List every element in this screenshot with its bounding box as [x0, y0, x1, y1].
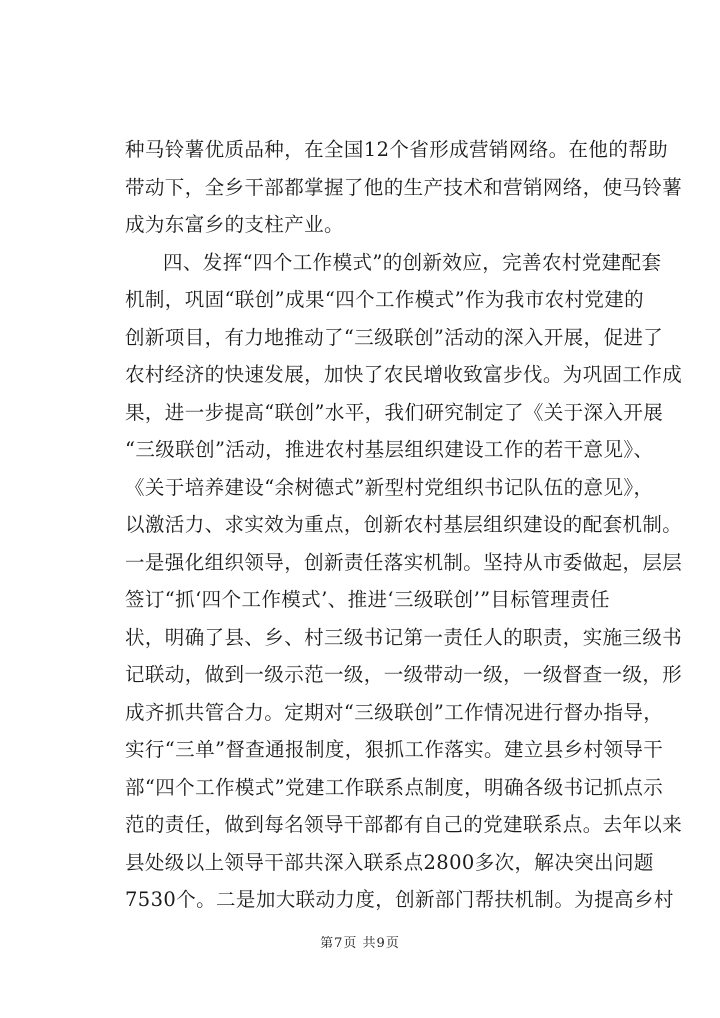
text-line: 农村经济的快速发展，加快了农民增收致富步伐。为巩固工作成: [125, 363, 683, 386]
text-line: 县处级以上领导干部共深入联系点2800多次，解决突出问题: [125, 850, 654, 874]
paragraph-start-line: 四、发挥“四个工作模式”的创新效应，完善农村党建配套: [163, 250, 662, 274]
text-line: 带动下，全乡干部都掌握了他的生产技术和营销网络，使马铃薯: [125, 175, 683, 199]
text-line: 一是强化组织领导，创新责任落实机制。坚持从市委做起，层层: [125, 550, 683, 574]
text-line: 签订“抓‘四个工作模式’、推进‘三级联创’”目标管理责任: [125, 588, 610, 611]
text-line: 成为东富乡的支柱产业。: [125, 213, 344, 236]
text-line: 以激活力、求实效为重点，创新农村基层组织建设的配套机制。: [125, 513, 683, 536]
text-line: 记联动，做到一级示范一级，一级带动一级，一级督查一级，形: [125, 663, 683, 686]
text-line: 创新项目，有力地推动了“三级联创”活动的深入开展，促进了: [125, 325, 664, 349]
page-footer: 第7页 共9页: [320, 936, 400, 951]
text-line: 7530个。二是加大联动力度，创新部门帮扶机制。为提高乡村: [125, 888, 674, 911]
text-line: 成齐抓共管合力。定期对“三级联创”工作情况进行督办指导，: [125, 700, 664, 724]
text-line: “三级联创”活动，推进农村基层组织建设工作的若干意见》、: [125, 438, 654, 461]
text-line: 部“四个工作模式”党建工作联系点制度，明确各级书记抓点示: [125, 775, 664, 799]
text-line: 范的责任，做到每名领导干部都有自己的党建联系点。去年以来: [125, 813, 683, 836]
text-line: 机制，巩固“联创”成果“四个工作模式”作为我市农村党建的: [125, 288, 645, 311]
text-line: 果，进一步提高“联创”水平，我们研究制定了《关于深入开展: [125, 400, 664, 424]
body-text: [125, 131, 683, 919]
text-line: 《关于培养建设“余树德式”新型村党组织书记队伍的意见》，: [125, 475, 654, 499]
text-line: 实行“三单”督查通报制度，狠抓工作落实。建立县乡村领导干: [125, 738, 664, 761]
text-line: 状，明确了县、乡、村三级书记第一责任人的职责，实施三级书: [125, 625, 683, 649]
text-line: 种马铃薯优质品种，在全国12个省形成营销网络。在他的帮助: [125, 138, 669, 161]
